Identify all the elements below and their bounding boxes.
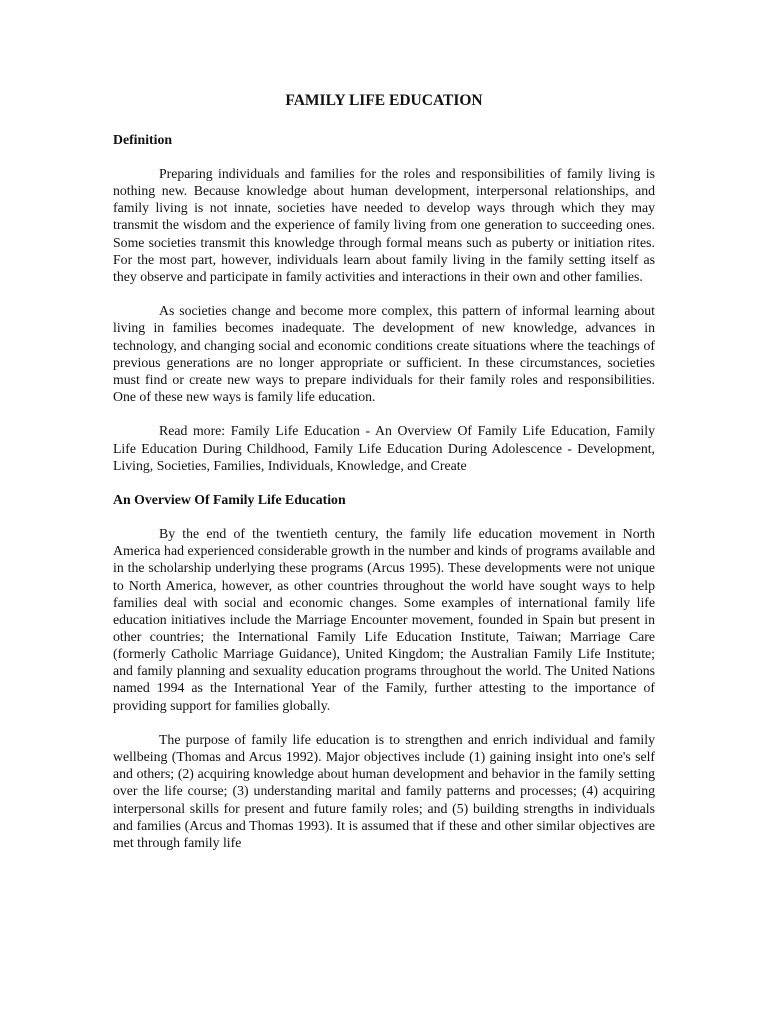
section-heading-definition: Definition	[113, 132, 173, 147]
paragraph: Preparing individuals and families for the roles and responsibilities of family living is nothing new. Because knowledge about human development, interpersonal relationships, and family living is not innate, societies have needed to develop ways through which they may transmit the wisdom and the experience of family living from one generation to succeeding ones. Some societies transmit this knowledge through formal means such as puberty or initiation rites. For the most part, however, individuals learn about family living in the family setting itself as they observe and participate in family activities and interactions in their own and other families.	[113, 166, 655, 284]
paragraph: By the end of the twentieth century, the family life education movement in North America had experienced considerable growth in the number and kinds of programs available and in the scholarship underlying these programs (Arcus 1995). These developments were not unique to North America, however, as other countries throughout the world have sought ways to help families deal with social and economic changes. Some examples of international family life education initiatives include the Marriage Encounter movement, founded in Spain but present in other countries; the International Family Life Education Institute, Taiwan; Marriage Care (formerly Catholic Marriage Guidance), United Kingdom; the Australian Family Life Institute; and family planning and sexuality education programs throughout the world. The United Nations named 1994 as the International Year of the Family, further attesting to the importance of providing support for families globally.	[113, 526, 655, 713]
document-title: FAMILY LIFE EDUCATION	[285, 92, 483, 109]
paragraph: The purpose of family life education is to strengthen and enrich individual and family wellbeing (Thomas and Arcus 1992). Major objectives include (1) gaining insight into one's self and others; (2) acquiring knowledge about human development and behavior in the family setting over the life course; (3) understanding marital and family patterns and processes; (4) acquiring interpersonal skills for present and future family roles; and (5) building strengths in individuals and families (Arcus and Thomas 1993). It is assumed that if these and other similar objectives are met through family life	[113, 731, 655, 850]
section-heading-overview: An Overview Of Family Life Education	[113, 492, 346, 508]
document-page	[113, 88, 655, 868]
paragraph: As societies change and become more complex, this pattern of informal learning about living in families becomes inadequate. The development of new knowledge, advances in technology, and changing social and economic conditions create situations where the teachings of previous generations are no longer appropriate or sufficient. In these circumstances, societies must find or create new ways to prepare individuals for their family roles and responsibilities. One of these new ways is family life education.	[113, 303, 655, 405]
read-more-paragraph: Read more: Family Life Education - An Overview Of Family Life Education, Family Life Education During Childhood, Family Life Education During Adolescence - Development, Living, Societies, Families, Individuals, Knowledge, and Create	[113, 423, 655, 473]
